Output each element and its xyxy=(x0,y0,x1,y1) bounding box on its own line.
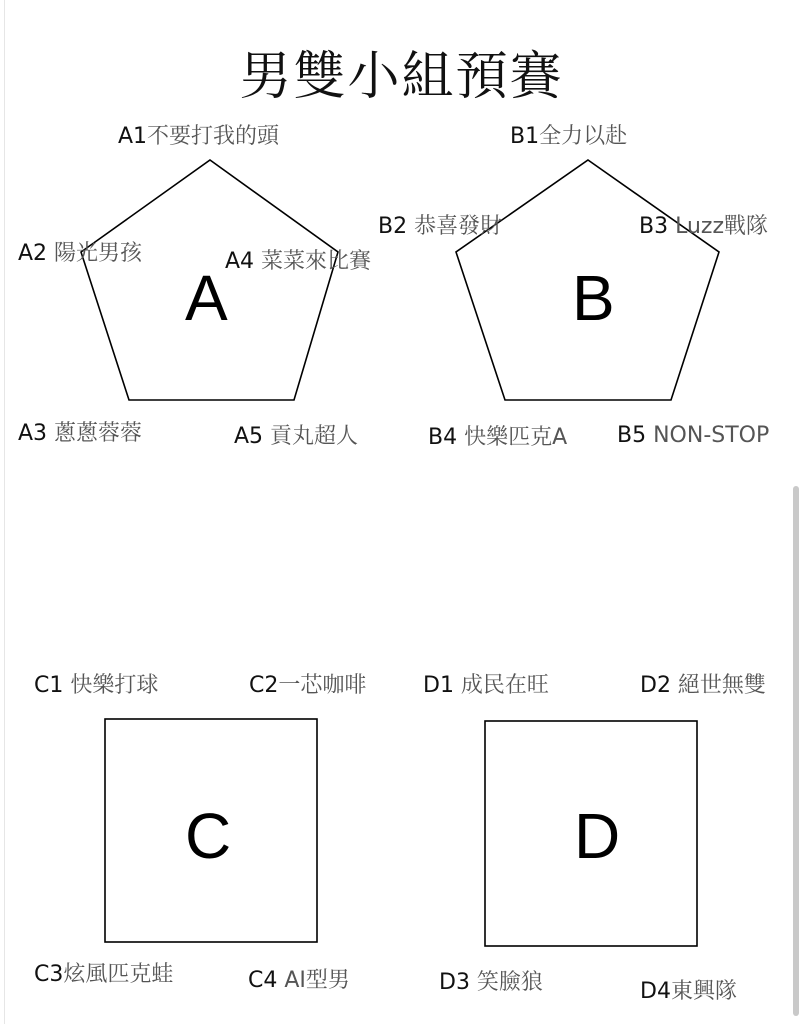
team-code: D3 xyxy=(439,970,470,995)
team-name: 恭喜發財 xyxy=(407,214,503,239)
team-label-a5 xyxy=(234,426,358,448)
team-name: 笑臉狼 xyxy=(469,970,543,995)
team-label-c3 xyxy=(34,964,173,986)
team-code: B2 xyxy=(378,214,408,239)
team-label-c1 xyxy=(34,675,158,697)
team-label-a4 xyxy=(225,251,371,273)
team-name: Luzz戰隊 xyxy=(668,214,768,239)
team-name: 快樂打球 xyxy=(63,673,159,698)
team-label-a2 xyxy=(18,243,142,265)
vertical-scrollbar[interactable] xyxy=(793,486,799,1016)
team-name: 蔥蔥蓉蓉 xyxy=(47,421,143,446)
team-label-c2 xyxy=(249,675,366,697)
team-code: C3 xyxy=(34,962,64,987)
team-label-b1 xyxy=(510,126,627,148)
team-code: C1 xyxy=(34,673,64,698)
team-code: B5 xyxy=(617,423,647,448)
team-name: 一芯咖啡 xyxy=(278,673,367,698)
team-name: 不要打我的頭 xyxy=(147,124,280,149)
team-code: D2 xyxy=(640,673,671,698)
team-code: B4 xyxy=(428,425,458,450)
team-code: A1 xyxy=(118,124,148,149)
group-d-letter: D xyxy=(574,800,621,872)
team-label-b2 xyxy=(378,216,502,238)
group-b-letter: B xyxy=(572,262,615,334)
team-label-a3 xyxy=(18,423,142,445)
team-code: D1 xyxy=(423,673,454,698)
team-name: 成民在旺 xyxy=(453,673,549,698)
page-title: 男雙小組預賽 xyxy=(239,47,564,107)
team-label-d4 xyxy=(640,981,737,1003)
team-code: B3 xyxy=(639,214,669,239)
team-name: 全力以赴 xyxy=(539,124,628,149)
team-name: 陽光男孩 xyxy=(47,241,143,266)
team-code: A3 xyxy=(18,421,48,446)
team-name: 東興隊 xyxy=(670,979,737,1004)
team-code: A5 xyxy=(234,424,264,449)
team-code: B1 xyxy=(510,124,540,149)
group-c-letter: C xyxy=(185,800,232,872)
team-name: 貢丸超人 xyxy=(263,424,359,449)
team-label-b3 xyxy=(639,216,768,238)
team-name: AI型男 xyxy=(277,968,350,993)
team-name: 快樂匹克A xyxy=(457,425,568,450)
team-code: C4 xyxy=(248,968,278,993)
group-a-letter: A xyxy=(185,262,228,334)
team-name: 菜菜來比賽 xyxy=(254,249,372,274)
team-name: 絕世無雙 xyxy=(670,673,766,698)
team-code: C2 xyxy=(249,673,279,698)
team-name: NON-STOP xyxy=(646,423,770,448)
team-label-a1 xyxy=(118,126,279,148)
team-code: D4 xyxy=(640,979,671,1004)
team-label-b5 xyxy=(617,425,769,447)
team-label-d3 xyxy=(439,972,543,994)
team-label-b4 xyxy=(428,427,567,449)
team-code: A4 xyxy=(225,249,255,274)
team-name: 炫風匹克蛙 xyxy=(63,962,174,987)
team-label-c4 xyxy=(248,970,350,992)
team-label-d2 xyxy=(640,675,766,697)
team-code: A2 xyxy=(18,241,48,266)
team-label-d1 xyxy=(423,675,549,697)
